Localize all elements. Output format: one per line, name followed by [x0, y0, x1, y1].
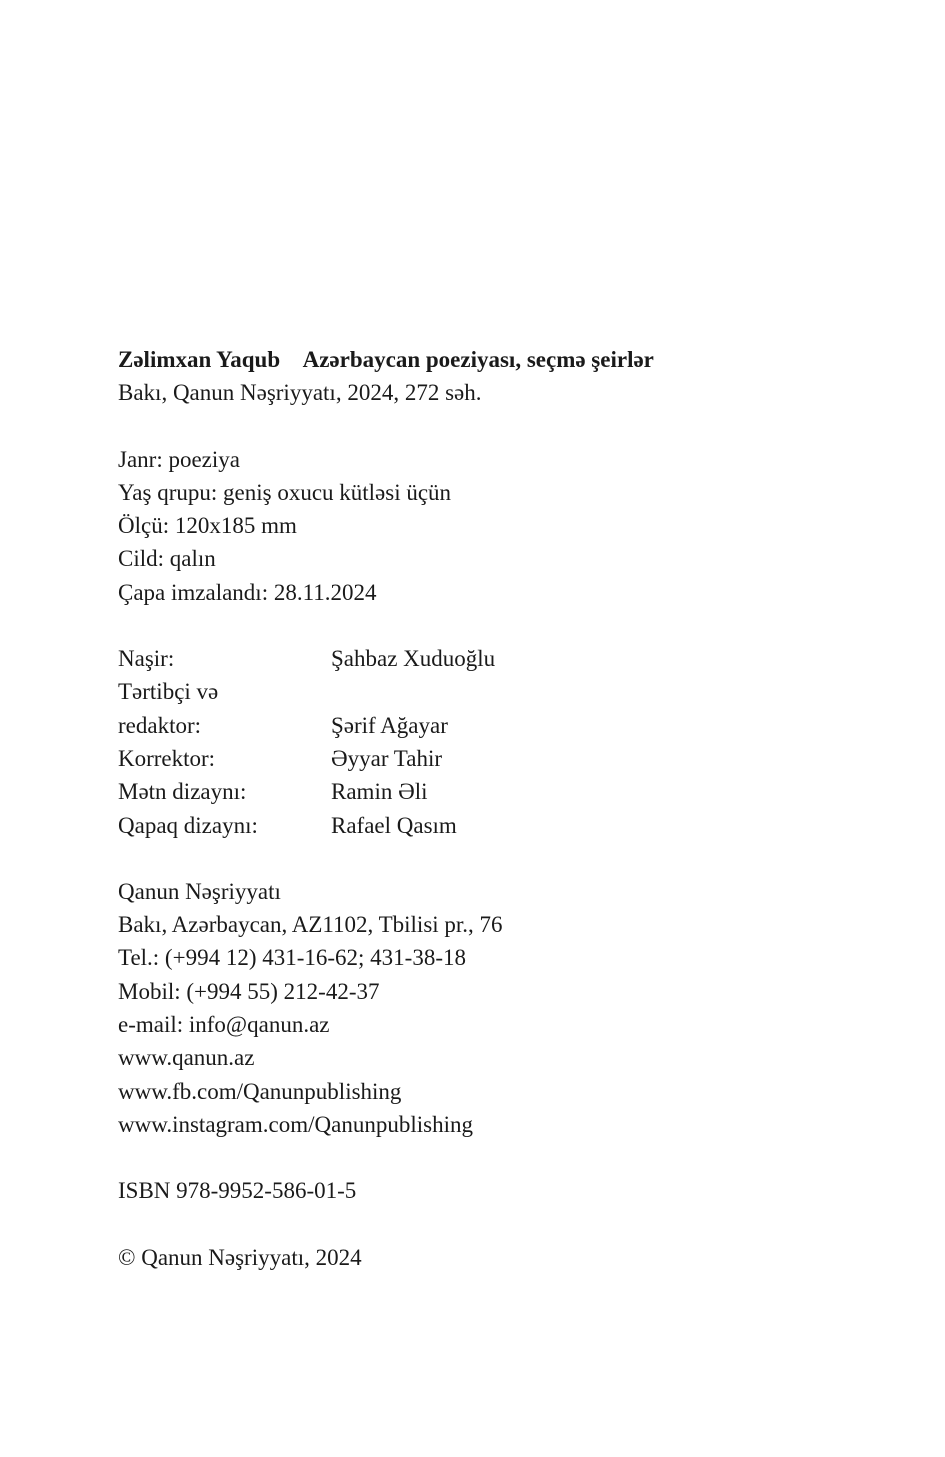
spec-size: Ölçü: 120x185 mm [118, 513, 297, 539]
credit-row-text-design [118, 775, 878, 808]
specs-block [118, 443, 878, 609]
book-title: Azərbaycan poeziyası, seçmə şeirlər [302, 347, 654, 372]
book-title-line [118, 343, 878, 376]
spec-binding: Cild: qalın [118, 546, 216, 572]
credit-label: Mətn dizaynı: [118, 779, 247, 805]
publisher-block [118, 875, 878, 1141]
spacer [118, 1141, 878, 1174]
spec-genre: Janr: poeziya [118, 446, 240, 472]
spec-age-group: Yaş qrupu: geniş oxucu kütləsi üçün [118, 479, 452, 505]
spacer [118, 410, 878, 443]
publisher-mobile: Mobil: (+994 55) 212-42-37 [118, 978, 380, 1004]
book-author: Zəlimxan Yaqub [118, 347, 281, 372]
credit-value: Əyyar Tahir [331, 745, 443, 771]
spacer [118, 1208, 878, 1241]
spacer [118, 609, 878, 642]
credit-label: Korrektor: [118, 745, 216, 771]
publisher-email: e-mail: info@qanun.az [118, 1012, 330, 1038]
spacer [118, 842, 878, 875]
credits-block [118, 642, 878, 842]
credit-row-proofreader [118, 742, 878, 775]
credit-row-editor [118, 709, 878, 742]
credit-value: Şahbaz Xuduoğlu [331, 646, 496, 672]
isbn: ISBN 978-9952-586-01-5 [118, 1178, 357, 1204]
copyright: © Qanun Nəşriyyatı, 2024 [118, 1244, 362, 1270]
publisher-phone: Tel.: (+994 12) 431-16-62; 431-38-18 [118, 945, 466, 971]
credit-value [331, 675, 878, 708]
publisher-website: www.qanun.az [118, 1045, 255, 1071]
credit-value: Rafael Qasım [331, 812, 457, 838]
publisher-name: Qanun Nəşriyyatı [118, 878, 281, 904]
publisher-address: Bakı, Azərbaycan, AZ1102, Tbilisi pr., 76 [118, 912, 503, 938]
publisher-instagram: www.instagram.com/Qanunpublishing [118, 1111, 473, 1137]
credit-value: Şərif Ağayar [331, 712, 448, 738]
credit-value: Ramin Əli [331, 779, 428, 805]
credit-label: Tərtibçi və [118, 679, 219, 705]
credit-row-publisher [118, 642, 878, 675]
credit-row-cover-design [118, 809, 878, 842]
publisher-facebook: www.fb.com/Qanunpublishing [118, 1078, 402, 1104]
book-imprint: Bakı, Qanun Nəşriyyatı, 2024, 272 səh. [118, 380, 482, 406]
credit-row-compiler [118, 675, 878, 708]
credit-label: redaktor: [118, 712, 202, 738]
spec-print-date: Çapa imzalandı: 28.11.2024 [118, 579, 377, 605]
credit-label: Naşir: [118, 646, 175, 672]
credit-label: Qapaq dizaynı: [118, 812, 258, 838]
imprint-page [118, 343, 878, 1274]
